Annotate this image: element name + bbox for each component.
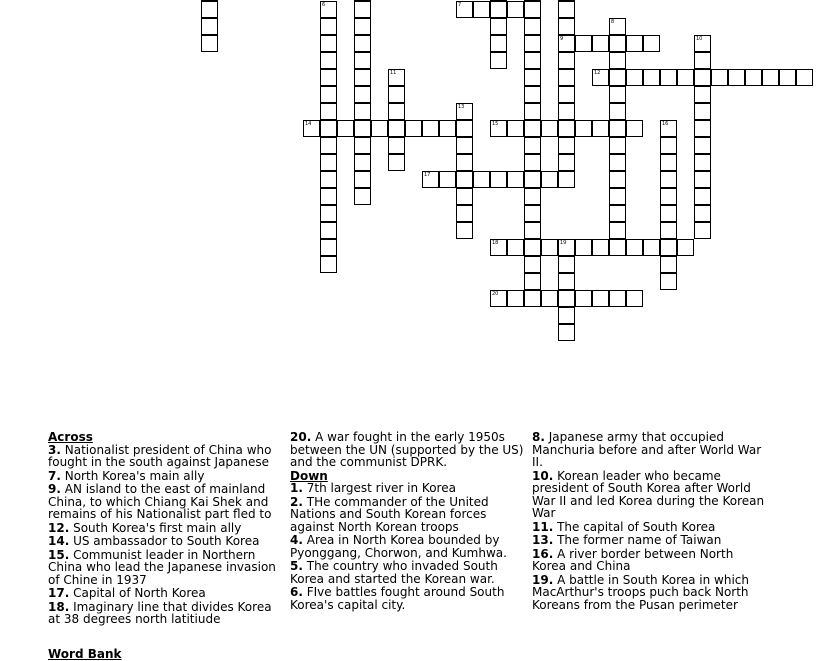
grid-cell[interactable] (694, 205, 711, 222)
grid-cell[interactable] (643, 35, 660, 52)
grid-cell[interactable] (490, 171, 507, 188)
grid-cell[interactable] (524, 188, 541, 205)
grid-cell[interactable] (558, 69, 575, 86)
grid-cell[interactable] (660, 154, 677, 171)
grid-cell[interactable] (626, 290, 643, 307)
grid-cell[interactable] (660, 205, 677, 222)
grid-cell[interactable] (490, 18, 507, 35)
grid-cell[interactable] (320, 103, 337, 120)
grid-cell[interactable] (354, 1, 371, 18)
clue-text: A war fought in the early 1950s between the UN (supported by the US) and the communist DPRK. (290, 430, 524, 469)
grid-cell[interactable] (609, 18, 626, 35)
grid-cell[interactable] (558, 52, 575, 69)
clue-number: 11 (390, 70, 397, 76)
clue-number: 19 (560, 240, 567, 246)
grid-cell[interactable] (660, 137, 677, 154)
grid-cell[interactable] (439, 171, 456, 188)
grid-cell[interactable] (558, 307, 575, 324)
grid-cell[interactable] (473, 1, 490, 18)
grid-cell[interactable] (524, 273, 541, 290)
clues-column-1 (48, 431, 283, 627)
grid-cell[interactable] (388, 103, 405, 120)
grid-cell[interactable] (558, 86, 575, 103)
grid-cell[interactable] (490, 1, 507, 18)
clue-number-label: 2. (290, 494, 303, 509)
clue-text: US ambassador to South Korea (69, 534, 260, 548)
clue-number-label: 12. (48, 520, 70, 535)
clue-text: The capital of South Korea (553, 519, 716, 534)
grid-cell[interactable] (524, 18, 541, 35)
grid-cell[interactable] (694, 86, 711, 103)
grid-cell[interactable] (779, 69, 796, 86)
grid-cell[interactable] (609, 103, 626, 120)
grid-cell[interactable] (745, 69, 762, 86)
grid-cell[interactable] (626, 239, 643, 256)
clue-number-label: 17. (48, 586, 70, 600)
grid-cell[interactable] (524, 120, 541, 137)
clue-number-label: 4. (290, 533, 303, 547)
across-clue (48, 444, 283, 469)
clue-text: FIve battles fought around South Korea's capital city. (290, 585, 505, 612)
grid-cell[interactable] (660, 273, 677, 290)
clue-number: 20 (492, 291, 499, 297)
grid-cell[interactable] (354, 154, 371, 171)
across-clue (48, 470, 283, 483)
grid-cell[interactable] (541, 290, 558, 307)
grid-cell[interactable] (524, 69, 541, 86)
grid-cell[interactable] (354, 103, 371, 120)
across-clue (290, 431, 525, 469)
grid-cell[interactable] (456, 154, 473, 171)
grid-cell[interactable] (388, 69, 405, 86)
down-clue (290, 560, 525, 585)
across-clue (48, 549, 283, 587)
grid-cell[interactable] (694, 120, 711, 137)
word-bank-heading: Word Bank (48, 647, 122, 661)
down-clue (532, 548, 770, 573)
grid-cell[interactable] (609, 188, 626, 205)
grid-cell[interactable] (354, 18, 371, 35)
grid-cell[interactable] (660, 171, 677, 188)
grid-cell[interactable] (592, 35, 609, 52)
clue-number: 12 (594, 70, 601, 76)
grid-cell[interactable] (354, 35, 371, 52)
grid-cell[interactable] (694, 188, 711, 205)
grid-cell[interactable] (320, 86, 337, 103)
grid-cell[interactable] (320, 222, 337, 239)
clue-text: Japanese army that occupied Manchuria before and after World War II. (532, 430, 762, 469)
clue-number: 7 (458, 2, 462, 8)
clue-number: 6 (322, 2, 326, 8)
grid-cell[interactable] (609, 222, 626, 239)
grid-cell[interactable] (609, 52, 626, 69)
grid-cell[interactable] (201, 35, 218, 52)
grid-cell[interactable] (456, 188, 473, 205)
clue-number: 15 (492, 121, 499, 127)
clue-number: 16 (662, 121, 669, 127)
grid-cell[interactable] (609, 205, 626, 222)
grid-cell[interactable] (456, 137, 473, 154)
grid-cell[interactable] (609, 137, 626, 154)
grid-cell[interactable] (660, 69, 677, 86)
grid-cell[interactable] (490, 120, 507, 137)
grid-cell[interactable] (558, 290, 575, 307)
clue-number-label: 1. (290, 481, 303, 495)
grid-cell[interactable] (524, 205, 541, 222)
grid-cell[interactable] (694, 154, 711, 171)
grid-cell[interactable] (524, 222, 541, 239)
clue-text: Capital of North Korea (69, 586, 206, 600)
grid-cell[interactable] (694, 171, 711, 188)
grid-cell[interactable] (354, 188, 371, 205)
grid-cell[interactable] (524, 137, 541, 154)
grid-cell[interactable] (320, 1, 337, 18)
grid-cell[interactable] (456, 103, 473, 120)
grid-cell[interactable] (422, 171, 439, 188)
grid-cell[interactable] (524, 103, 541, 120)
grid-cell[interactable] (677, 69, 694, 86)
down-clue (290, 482, 525, 495)
grid-cell[interactable] (354, 137, 371, 154)
grid-cell[interactable] (456, 222, 473, 239)
grid-cell[interactable] (303, 120, 320, 137)
grid-cell[interactable] (762, 69, 779, 86)
grid-cell[interactable] (524, 154, 541, 171)
grid-cell[interactable] (354, 86, 371, 103)
grid-cell[interactable] (558, 35, 575, 52)
across-clue (48, 483, 283, 521)
grid-cell[interactable] (490, 239, 507, 256)
clue-number: 18 (492, 240, 499, 246)
grid-cell[interactable] (320, 18, 337, 35)
grid-cell[interactable] (643, 239, 660, 256)
grid-cell[interactable] (507, 1, 524, 18)
clue-number-label: 11. (532, 519, 554, 534)
grid-cell[interactable] (558, 154, 575, 171)
clue-number-label: 10. (532, 468, 554, 483)
grid-cell[interactable] (337, 120, 354, 137)
grid-cell[interactable] (558, 120, 575, 137)
grid-cell[interactable] (320, 205, 337, 222)
across-heading: Across (48, 430, 93, 444)
grid-cell[interactable] (524, 86, 541, 103)
clue-number-label: 9. (48, 482, 61, 496)
down-heading: Down (290, 468, 328, 483)
clue-text: Nationalist president of China who fought in the south against Japanese (48, 442, 272, 469)
grid-cell[interactable] (490, 290, 507, 307)
grid-cell[interactable] (609, 171, 626, 188)
grid-cell[interactable] (371, 120, 388, 137)
grid-cell[interactable] (558, 103, 575, 120)
clue-text: North Korea's main ally (60, 468, 205, 483)
grid-cell[interactable] (422, 120, 439, 137)
clue-number-label: 19. (532, 572, 554, 587)
grid-cell[interactable] (320, 120, 337, 137)
grid-cell[interactable] (541, 239, 558, 256)
grid-cell[interactable] (575, 290, 592, 307)
across-clue (48, 587, 283, 600)
grid-cell[interactable] (456, 171, 473, 188)
grid-cell[interactable] (439, 120, 456, 137)
clue-number-label: 20. (290, 430, 312, 444)
clue-number-label: 3. (48, 442, 61, 457)
down-clue (290, 534, 525, 559)
grid-cell[interactable] (609, 35, 626, 52)
down-clue (532, 574, 770, 612)
grid-cell[interactable] (456, 120, 473, 137)
grid-cell[interactable] (660, 188, 677, 205)
grid-cell[interactable] (660, 120, 677, 137)
grid-cell[interactable] (507, 171, 524, 188)
down-clue (532, 431, 770, 469)
grid-cell[interactable] (490, 35, 507, 52)
grid-cell[interactable] (677, 239, 694, 256)
grid-cell[interactable] (609, 154, 626, 171)
grid-cell[interactable] (592, 120, 609, 137)
grid-cell[interactable] (320, 69, 337, 86)
clue-text: Communist leader in Northern China who lead the Japanese invasion of Chine in 1937 (48, 547, 276, 587)
grid-cell[interactable] (524, 290, 541, 307)
grid-cell[interactable] (711, 69, 728, 86)
grid-cell[interactable] (558, 256, 575, 273)
clue-number-label: 8. (532, 430, 545, 444)
clue-number-label: 6. (290, 585, 303, 599)
grid-cell[interactable] (388, 137, 405, 154)
grid-cell[interactable] (694, 222, 711, 239)
clue-number: 9 (560, 36, 564, 42)
grid-cell[interactable] (507, 290, 524, 307)
grid-cell[interactable] (320, 154, 337, 171)
grid-cell[interactable] (473, 171, 490, 188)
clue-text: 7th largest river in Korea (302, 481, 456, 495)
clue-number: 10 (696, 36, 703, 42)
grid-cell[interactable] (626, 120, 643, 137)
grid-cell[interactable] (558, 171, 575, 188)
grid-cell[interactable] (320, 256, 337, 273)
grid-cell[interactable] (354, 171, 371, 188)
grid-cell[interactable] (524, 171, 541, 188)
clue-number: 14 (305, 121, 312, 127)
grid-cell[interactable] (456, 205, 473, 222)
grid-cell[interactable] (694, 52, 711, 69)
down-clue (532, 470, 770, 520)
grid-cell[interactable] (609, 239, 626, 256)
grid-cell[interactable] (524, 35, 541, 52)
grid-cell[interactable] (456, 1, 473, 18)
clue-text: The country who invaded South Korea and started the Korean war. (290, 559, 498, 586)
clue-text: Imaginary line that divides Korea at 38 degrees north latitiude (48, 599, 272, 626)
grid-cell[interactable] (320, 239, 337, 256)
grid-cell[interactable] (592, 290, 609, 307)
grid-cell[interactable] (320, 188, 337, 205)
clue-text: AN island to the east of mainland China, to which Chiang Kai Shek and remains of his Nationalist part fled to (48, 482, 272, 521)
grid-cell[interactable] (524, 1, 541, 18)
clue-text: Korean leader who became president of South Korea after World War II and led Korea during the Korean War (532, 468, 765, 520)
grid-cell[interactable] (694, 103, 711, 120)
clue-text: A river border between North Korea and China (532, 546, 734, 573)
grid-cell[interactable] (405, 120, 422, 137)
grid-cell[interactable] (643, 69, 660, 86)
grid-cell[interactable] (320, 35, 337, 52)
grid-cell[interactable] (660, 256, 677, 273)
down-clue (532, 521, 770, 534)
grid-cell[interactable] (201, 1, 218, 18)
grid-cell[interactable] (524, 52, 541, 69)
clue-number-label: 5. (290, 559, 303, 573)
across-clue (48, 522, 283, 535)
clue-text: A battle in South Korea in which MacArthur's troops puch back North Koreans from the Pusan perimeter (532, 572, 750, 612)
grid-cell[interactable] (354, 69, 371, 86)
clue-text: South Korea's first main ally (69, 520, 242, 535)
grid-cell[interactable] (524, 239, 541, 256)
grid-cell[interactable] (558, 324, 575, 341)
clue-text: Area in North Korea bounded by Pyonggang, Chorwon, and Kumhwa. (290, 533, 507, 560)
grid-cell[interactable] (558, 273, 575, 290)
grid-cell[interactable] (796, 69, 813, 86)
grid-cell[interactable] (388, 154, 405, 171)
clue-text: THe commander of the United Nations and South Korean forces against North Korean troops (290, 494, 489, 534)
grid-cell[interactable] (592, 69, 609, 86)
grid-cell[interactable] (694, 35, 711, 52)
grid-cell[interactable] (575, 120, 592, 137)
grid-cell[interactable] (490, 52, 507, 69)
grid-cell[interactable] (660, 222, 677, 239)
grid-cell[interactable] (592, 239, 609, 256)
grid-cell[interactable] (660, 239, 677, 256)
grid-cell[interactable] (201, 18, 218, 35)
grid-cell[interactable] (609, 120, 626, 137)
across-clue (48, 601, 283, 626)
grid-cell[interactable] (507, 120, 524, 137)
clue-number-label: 15. (48, 547, 70, 562)
grid-cell[interactable] (558, 137, 575, 154)
grid-cell[interactable] (524, 256, 541, 273)
clue-number: 17 (424, 172, 431, 178)
clues-column-3 (532, 431, 770, 612)
grid-cell[interactable] (388, 86, 405, 103)
down-clue (532, 534, 770, 547)
grid-cell[interactable] (694, 137, 711, 154)
grid-cell[interactable] (609, 290, 626, 307)
grid-cell[interactable] (728, 69, 745, 86)
clue-number: 13 (458, 104, 465, 110)
clue-number: 8 (611, 19, 615, 25)
grid-cell[interactable] (388, 120, 405, 137)
clue-text: The former name of Taiwan (553, 533, 722, 547)
grid-cell[interactable] (541, 120, 558, 137)
grid-cell[interactable] (354, 120, 371, 137)
grid-cell[interactable] (575, 35, 592, 52)
clue-number-label: 14. (48, 534, 70, 548)
grid-cell[interactable] (354, 52, 371, 69)
down-clue (290, 586, 525, 611)
grid-cell[interactable] (609, 86, 626, 103)
across-clue (48, 535, 283, 548)
clue-number-label: 18. (48, 599, 70, 614)
grid-cell[interactable] (320, 52, 337, 69)
grid-cell[interactable] (626, 69, 643, 86)
grid-cell[interactable] (490, 0, 507, 1)
clue-number-label: 7. (48, 468, 61, 483)
grid-cell[interactable] (320, 171, 337, 188)
grid-cell[interactable] (694, 69, 711, 86)
grid-cell[interactable] (320, 137, 337, 154)
grid-cell[interactable] (558, 1, 575, 18)
grid-cell[interactable] (558, 239, 575, 256)
grid-cell[interactable] (575, 239, 592, 256)
grid-cell[interactable] (558, 18, 575, 35)
down-clue (290, 496, 525, 534)
clues-column-2 (290, 431, 525, 612)
grid-cell[interactable] (626, 35, 643, 52)
grid-cell[interactable] (609, 69, 626, 86)
grid-cell[interactable] (541, 171, 558, 188)
clue-number-label: 16. (532, 546, 554, 561)
clue-number-label: 13. (532, 533, 554, 547)
grid-cell[interactable] (507, 239, 524, 256)
